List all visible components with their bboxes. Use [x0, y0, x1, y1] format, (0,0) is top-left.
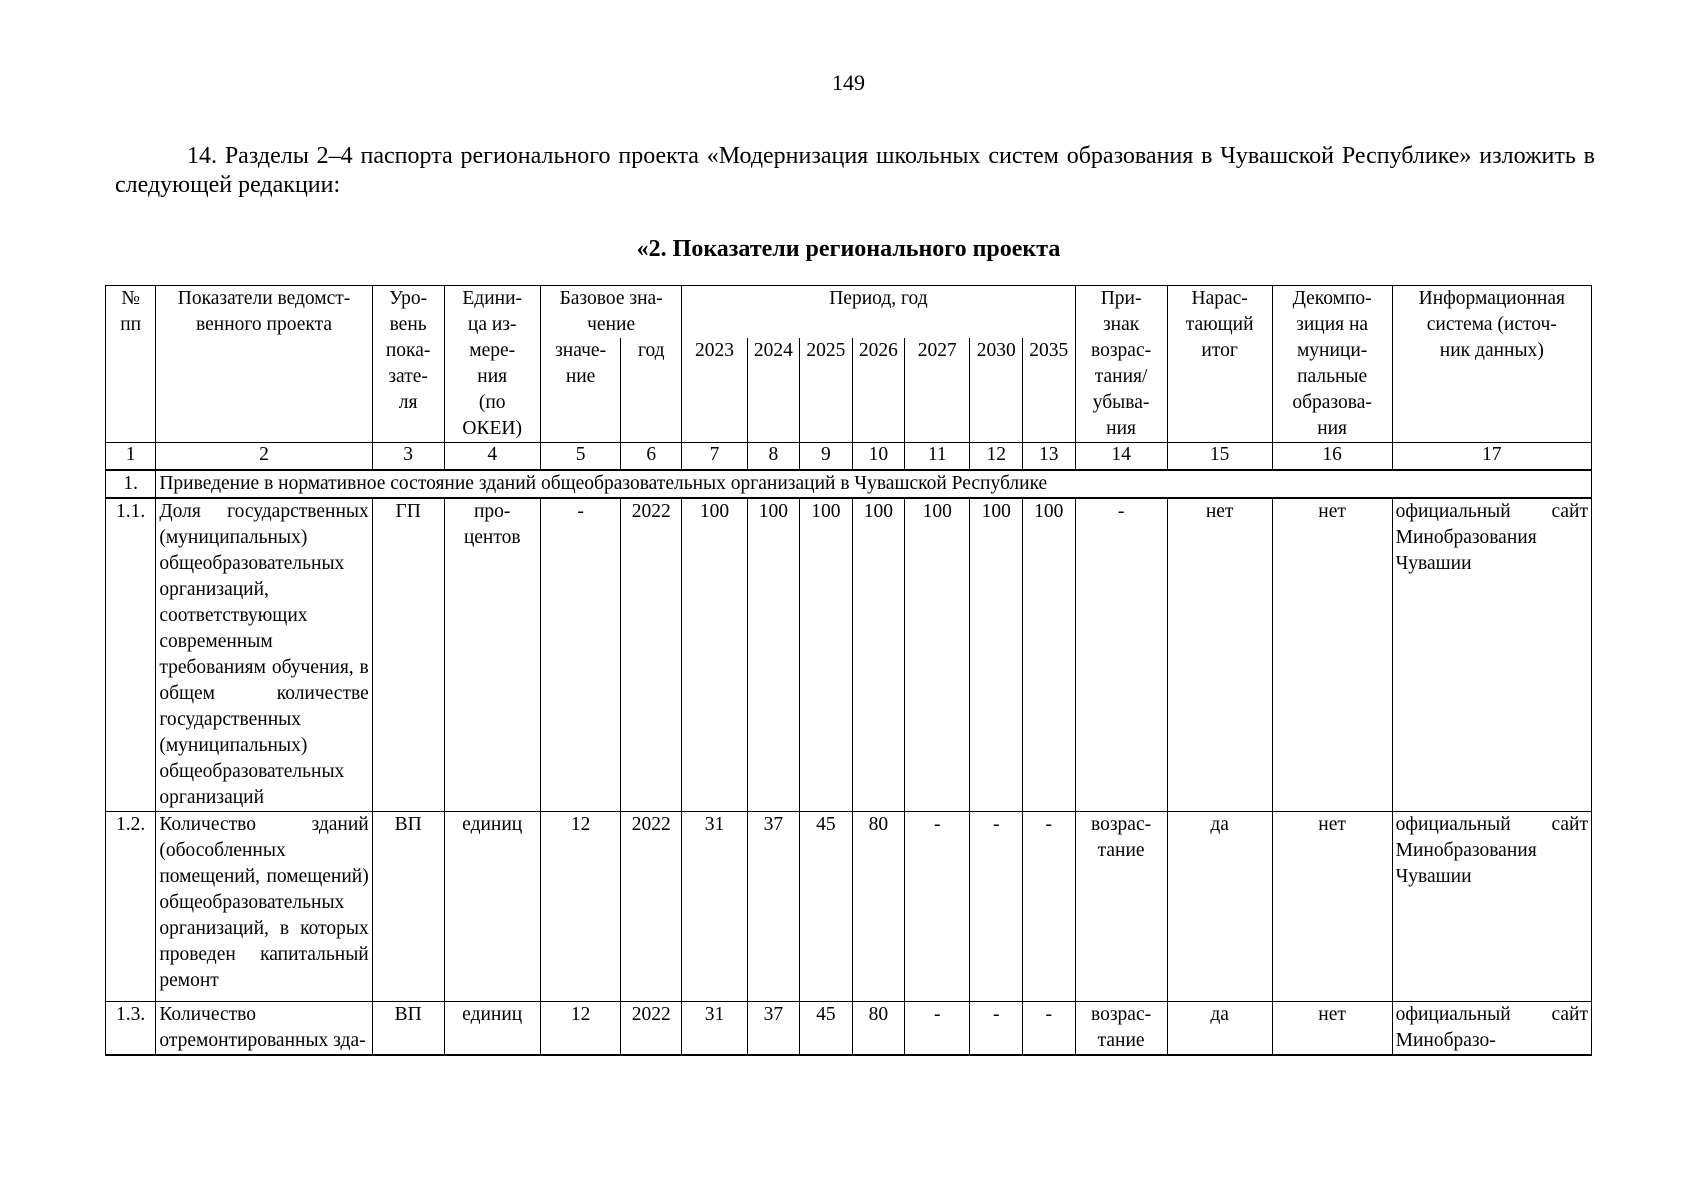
header-year: 2025: [800, 338, 852, 443]
base-year: 2022: [621, 498, 682, 812]
header-year: 2023: [682, 338, 747, 443]
column-number: 4: [444, 443, 540, 471]
column-numbers-row: [106, 443, 1592, 471]
indicator-name: Количество отремонтированных зда-: [156, 1002, 372, 1056]
column-number: 7: [682, 443, 747, 471]
year-value: 100: [1022, 498, 1075, 812]
header-level: Уро- вень пока- зате- ля: [372, 286, 444, 443]
year-value: 45: [800, 1002, 852, 1056]
indicator-name: Доля государственных (муниципальных) общеобразовательных организаций, соответствующих современным требованиям обучения, в общем количестве государственных (муниципальных) общеобразовательных организаций: [156, 498, 372, 812]
table-row: [106, 812, 1592, 1002]
base-value: 12: [540, 1002, 620, 1056]
section-num: 1.: [106, 470, 156, 498]
section-heading: Приведение в нормативное состояние зданий общеобразовательных организаций в Чувашской Республике: [156, 470, 1592, 498]
decomposition: нет: [1272, 498, 1392, 812]
cumulative: нет: [1167, 498, 1272, 812]
row-num: 1.3.: [106, 1002, 156, 1056]
year-value: -: [1022, 812, 1075, 1002]
column-number: 11: [905, 443, 970, 471]
column-number: 6: [621, 443, 682, 471]
indicator-level: ВП: [372, 1002, 444, 1056]
base-value: -: [540, 498, 620, 812]
header-name: Показатели ведомст- венного проекта: [156, 286, 372, 443]
header-year: 2030: [970, 338, 1022, 443]
indicator-level: ВП: [372, 812, 444, 1002]
trend-sign: -: [1075, 498, 1167, 812]
year-value: 100: [905, 498, 970, 812]
row-num: 1.1.: [106, 498, 156, 812]
year-value: 100: [747, 498, 799, 812]
decomposition: нет: [1272, 1002, 1392, 1056]
base-value: 12: [540, 812, 620, 1002]
trend-sign: возрас- тание: [1075, 812, 1167, 1002]
indicator-unit: единиц: [444, 812, 540, 1002]
header-sign: При- знак возрас- тания/ убыва- ния: [1075, 286, 1167, 443]
trend-sign: возрас- тание: [1075, 1002, 1167, 1056]
indicator-unit: единиц: [444, 1002, 540, 1056]
decomposition: нет: [1272, 812, 1392, 1002]
indicator-unit: про- центов: [444, 498, 540, 812]
year-value: -: [1022, 1002, 1075, 1056]
header-year: 2027: [905, 338, 970, 443]
header-decomposition: Декомпо- зиция на муници- пальные образова- ния: [1272, 286, 1392, 443]
info-system: официальный сайт Минобразования Чувашии: [1392, 812, 1591, 1002]
indicators-table: [105, 285, 1592, 1056]
year-value: 31: [682, 1002, 747, 1056]
year-value: 37: [747, 1002, 799, 1056]
header-year: 2024: [747, 338, 799, 443]
header-cumulative: Нарас- тающий итог: [1167, 286, 1272, 443]
column-number: 12: [970, 443, 1022, 471]
year-value: 80: [852, 1002, 904, 1056]
header-info-system: Информационная система (источ- ник данных): [1392, 286, 1591, 443]
year-value: 45: [800, 812, 852, 1002]
table-row: [106, 498, 1592, 812]
year-value: -: [970, 812, 1022, 1002]
column-number: 10: [852, 443, 904, 471]
header-period: Период, год: [682, 286, 1075, 339]
year-value: 100: [800, 498, 852, 812]
header-base-value: значе- ние: [540, 338, 620, 443]
year-value: -: [905, 812, 970, 1002]
year-value: 37: [747, 812, 799, 1002]
section-row: [106, 470, 1592, 498]
column-number: 16: [1272, 443, 1392, 471]
info-system: официальный сайт Минобразо-: [1392, 1002, 1591, 1056]
base-year: 2022: [621, 812, 682, 1002]
header-row-1: [106, 286, 1592, 339]
header-unit: Едини- ца из- мере- ния (по ОКЕИ): [444, 286, 540, 443]
cumulative: да: [1167, 1002, 1272, 1056]
column-number: 13: [1022, 443, 1075, 471]
column-number: 15: [1167, 443, 1272, 471]
year-value: 80: [852, 812, 904, 1002]
column-number: 3: [372, 443, 444, 471]
year-value: 100: [682, 498, 747, 812]
page-number: 149: [832, 70, 865, 95]
row-num: 1.2.: [106, 812, 156, 1002]
column-number: 17: [1392, 443, 1591, 471]
year-value: 31: [682, 812, 747, 1002]
year-value: -: [905, 1002, 970, 1056]
base-year: 2022: [621, 1002, 682, 1056]
column-number: 8: [747, 443, 799, 471]
indicator-name: Количество зданий (обособленных помещений, помещений) общеобразовательных организаций, в которых проведен капитальный ремонт: [156, 812, 372, 1002]
column-number: 1: [106, 443, 156, 471]
header-base-year: год: [621, 338, 682, 443]
table-row: [106, 1002, 1592, 1056]
header-base: Базовое зна- чение: [540, 286, 681, 339]
column-number: 9: [800, 443, 852, 471]
year-value: -: [970, 1002, 1022, 1056]
indicator-level: ГП: [372, 498, 444, 812]
header-year: 2026: [852, 338, 904, 443]
intro-paragraph: 14. Разделы 2–4 паспорта регионального проекта «Модернизация школьных систем образования в Чувашской Республике» изложить в следующей редакции:: [115, 143, 1595, 198]
header-year: 2035: [1022, 338, 1075, 443]
column-number: 2: [156, 443, 372, 471]
year-value: 100: [970, 498, 1022, 812]
header-num: № пп: [106, 286, 156, 443]
section-title: «2. Показатели регионального проекта: [636, 236, 1061, 262]
info-system: официальный сайт Минобразования Чувашии: [1392, 498, 1591, 812]
column-number: 5: [540, 443, 620, 471]
cumulative: да: [1167, 812, 1272, 1002]
year-value: 100: [852, 498, 904, 812]
column-number: 14: [1075, 443, 1167, 471]
